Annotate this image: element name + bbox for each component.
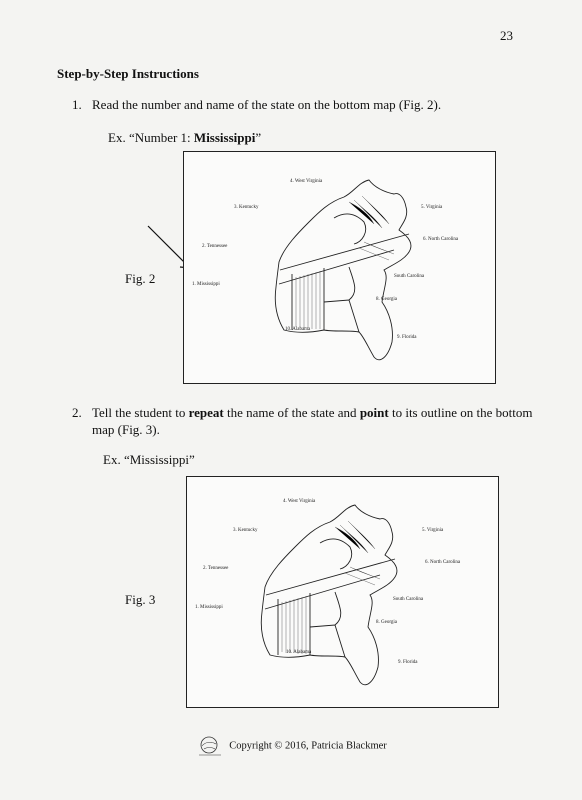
page-heading: Step-by-Step Instructions	[57, 66, 199, 81]
example-bold-state: Mississippi	[193, 130, 256, 145]
label-south-carolina: South Carolina	[394, 274, 425, 279]
label-west-virginia: 4. West Virginia	[290, 179, 323, 184]
example-prefix: Ex. “Number 1:	[108, 130, 194, 145]
label-mississippi: 1. Mississippi	[192, 282, 220, 287]
label-north-carolina: 6. North Carolina	[425, 560, 461, 565]
page-footer	[0, 734, 582, 758]
step-text-3: to its outline on the bottom	[388, 405, 533, 420]
step-text-1: Tell the student to	[92, 405, 189, 420]
southeast-map-svg	[187, 477, 498, 707]
step-2-example: Ex. “Mississippi”	[103, 452, 195, 467]
label-tennessee: 2. Tennessee	[202, 244, 228, 249]
label-kentucky: 3. Kentucky	[233, 528, 258, 533]
label-kentucky: 3. Kentucky	[234, 205, 259, 210]
southeast-map-svg	[184, 152, 495, 383]
figure-2-label: Fig. 2	[125, 271, 156, 286]
label-tennessee: 2. Tennessee	[203, 566, 229, 571]
example-suffix: ”	[255, 130, 262, 145]
label-georgia: 8. Georgia	[376, 297, 398, 302]
figure-3-label: Fig. 3	[125, 592, 156, 607]
step-text: Read the number and name of the state on the bottom map (Fig. 2).	[92, 97, 442, 112]
label-alabama: 10. Alabama	[285, 327, 311, 332]
page-number: 23	[500, 28, 513, 43]
bold-point: point	[359, 405, 389, 420]
step-1-instruction	[72, 96, 542, 113]
label-west-virginia: 4. West Virginia	[283, 499, 316, 504]
label-mississippi: 1. Mississippi	[195, 605, 223, 610]
step-number: 2.	[72, 405, 82, 420]
label-south-carolina: South Carolina	[393, 597, 424, 602]
bold-repeat: repeat	[188, 405, 224, 420]
step-1-example	[108, 130, 261, 146]
label-florida: 9. Florida	[398, 660, 418, 665]
step-text-line2: map (Fig. 3).	[92, 422, 160, 437]
publisher-logo-icon	[195, 734, 225, 758]
label-florida: 9. Florida	[397, 335, 417, 340]
map-figure-3	[186, 476, 499, 708]
label-alabama: 10. Alabama	[286, 650, 312, 655]
label-virginia: 5. Virginia	[422, 528, 444, 533]
label-virginia: 5. Virginia	[421, 205, 443, 210]
step-2-instruction	[72, 404, 542, 438]
map-figure-2	[183, 151, 496, 384]
copyright-text: Copyright © 2016, Patricia Blackmer	[229, 740, 387, 752]
label-north-carolina: 6. North Carolina	[423, 237, 459, 242]
step-number: 1.	[72, 97, 82, 112]
label-georgia: 8. Georgia	[376, 620, 398, 625]
step-text-2: the name of the state and	[223, 405, 360, 420]
